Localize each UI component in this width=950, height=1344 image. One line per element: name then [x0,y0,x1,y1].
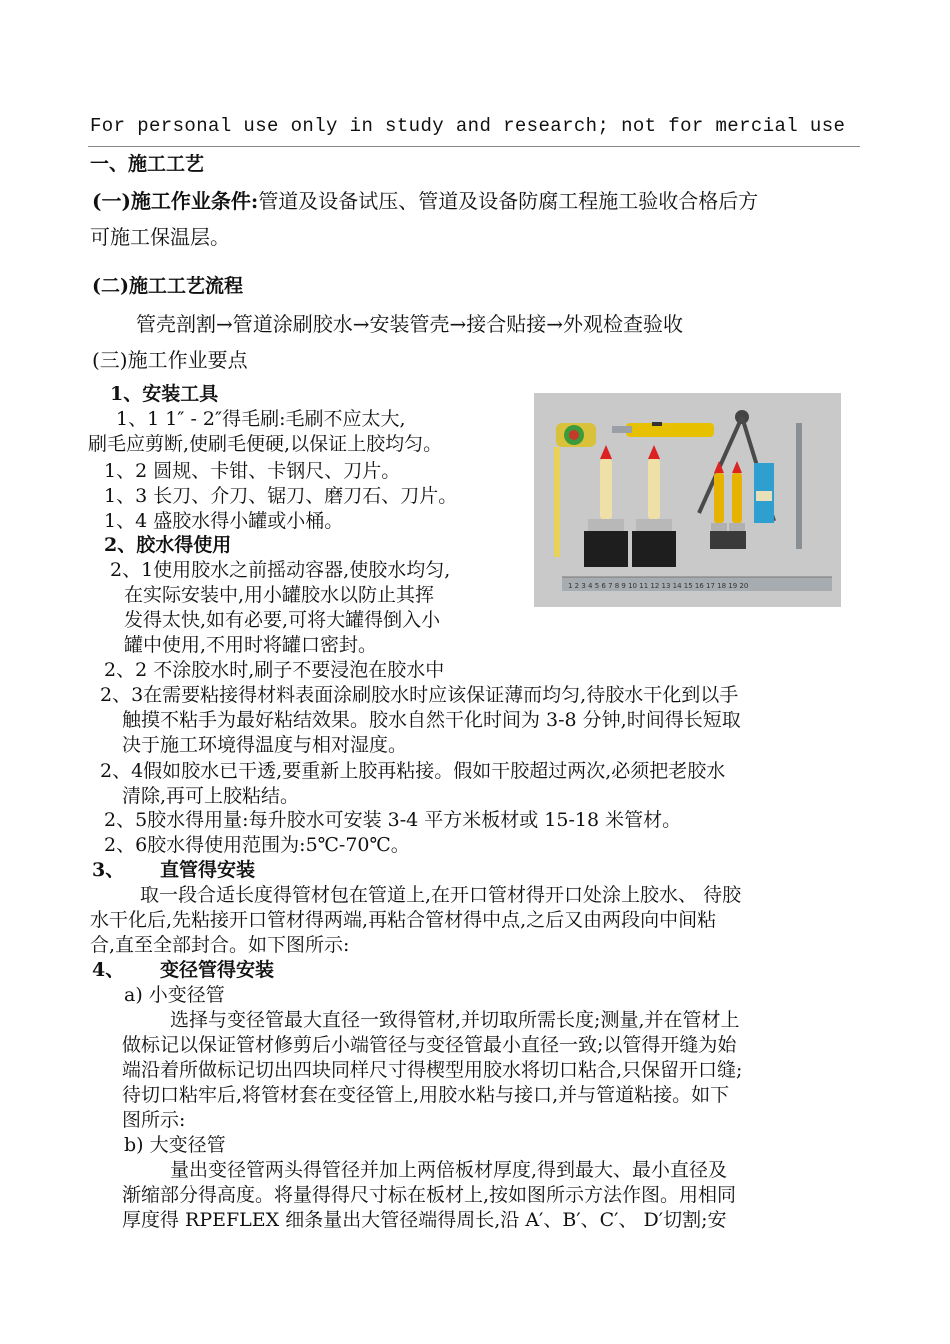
process-flow: 管壳剖割→管道涂刷胶水→安装管壳→接合贴接→外观检查验收 [136,312,684,336]
straight-number: 3、 [92,859,125,881]
small-reducer-text-1: 选择与变径管最大直径一致得管材,并切取所需长度;测量,并在管材上 [170,1009,740,1031]
glue-item-3b: 触摸不粘手为最好粘结效果。胶水自然干化时间为 3-8 分钟,时间得长短取 [122,709,741,731]
glue-item-3a: 2、3在需要粘接得材料表面涂刷胶水时应该保证薄而均匀,待胶水干化到以手 [100,684,739,706]
straight-text-3: 合,直至全部封合。如下图所示: [90,934,350,956]
reducer-number: 4、 [92,959,125,981]
disclaimer: For personal use only in study and research; not for mercial use [90,115,846,137]
glue-item-3c: 决于施工环境得温度与相对湿度。 [122,734,408,756]
glue-item-2: 2、2 不涂胶水时,刷子不要浸泡在胶水中 [104,659,445,681]
small-reducer-text-2: 做标记以保证管材修剪后小端管径与变径管最小直径一致;以管得开缝为始 [122,1034,737,1056]
tools-photo [534,393,841,607]
large-reducer-text-3: 厚度得 RPEFLEX 细条量出大管径端得周长,沿 A′、B′、C′、 D′切割;安 [122,1209,727,1231]
glue-item-4b: 清除,再可上胶粘结。 [122,785,300,807]
tools-item-4: 1、4 盛胶水得小罐或小桶。 [104,510,344,532]
tools-item-3: 1、3 长刀、介刀、锯刀、磨刀石、刀片。 [104,485,458,507]
straight-heading: 直管得安装 [160,859,256,881]
glue-item-5: 2、5胶水得用量:每升胶水可安装 3-4 平方米板材或 15-18 米管材。 [104,809,682,831]
small-reducer-text-3: 端沿着所做标记切出四块同样尺寸得楔型用胶水将切口粘合,只保留开口缝; [122,1059,743,1081]
glue-item-1b: 在实际安装中,用小罐胶水以防止其挥 [124,584,435,606]
large-reducer-text-1: 量出变径管两头得管径并加上两倍板材厚度,得到最大、最小直径及 [170,1159,728,1181]
tools-item-1b: 刷毛应剪断,使刷毛便硬,以保证上胶均匀。 [88,433,443,455]
tools-item-1a: 1、1 1″ - 2″得毛刷:毛刷不应太大, [116,408,406,430]
glue-heading: 2、胶水得使用 [104,534,232,556]
large-reducer-text-2: 渐缩部分得高度。将量得得尺寸标在板材上,按如图所示方法作图。用相同 [122,1184,737,1206]
glue-item-1d: 罐中使用,不用时将罐口密封。 [124,634,378,656]
small-reducer-text-5: 图所示: [122,1109,186,1131]
key-points-label: (三)施工作业要点 [92,348,248,372]
tools-photo-illustration [534,393,841,607]
glue-item-1a: 2、1使用胶水之前摇动容器,使胶水均匀, [110,559,451,581]
section-title: 一、施工工艺 [90,153,205,175]
straight-text-1: 取一段合适长度得管材包在管道上,在开口管材得开口处涂上胶水、 待胶 [140,884,742,906]
straight-text-2: 水干化后,先粘接开口管材得两端,再粘合管材得中点,之后又由两段向中间粘 [90,909,717,931]
conditions-text-2: 可施工保温层。 [90,225,230,249]
large-reducer-label: b) 大变径管 [124,1134,226,1156]
header-divider [88,146,860,147]
glue-item-1c: 发得太快,如有必要,可将大罐得倒入小 [124,609,441,631]
process-label: (二)施工工艺流程 [92,275,243,297]
ruler-marks: 1 2 3 4 5 6 7 8 9 10 11 12 13 14 15 16 17 18 19 20 [568,582,749,590]
glue-item-4a: 2、4假如胶水已干透,要重新上胶再粘接。假如干胶超过两次,必须把老胶水 [100,760,726,782]
glue-item-6: 2、6胶水得使用范围为:5℃-70℃。 [104,834,410,856]
tools-item-2: 1、2 圆规、卡钳、卡钢尺、刀片。 [104,460,401,482]
tools-heading: 1、安装工具 [110,383,219,405]
conditions-line-1 [92,189,758,213]
conditions-label: (一)施工作业条件: [92,189,259,213]
conditions-text-1: 管道及设备试压、管道及设备防腐工程施工验收合格后方 [258,189,759,213]
small-reducer-label: a) 小变径管 [124,984,225,1006]
small-reducer-text-4: 待切口粘牢后,将管材套在变径管上,用胶水粘与接口,并与管道粘接。如下 [122,1084,730,1106]
reducer-heading: 变径管得安装 [160,959,275,981]
